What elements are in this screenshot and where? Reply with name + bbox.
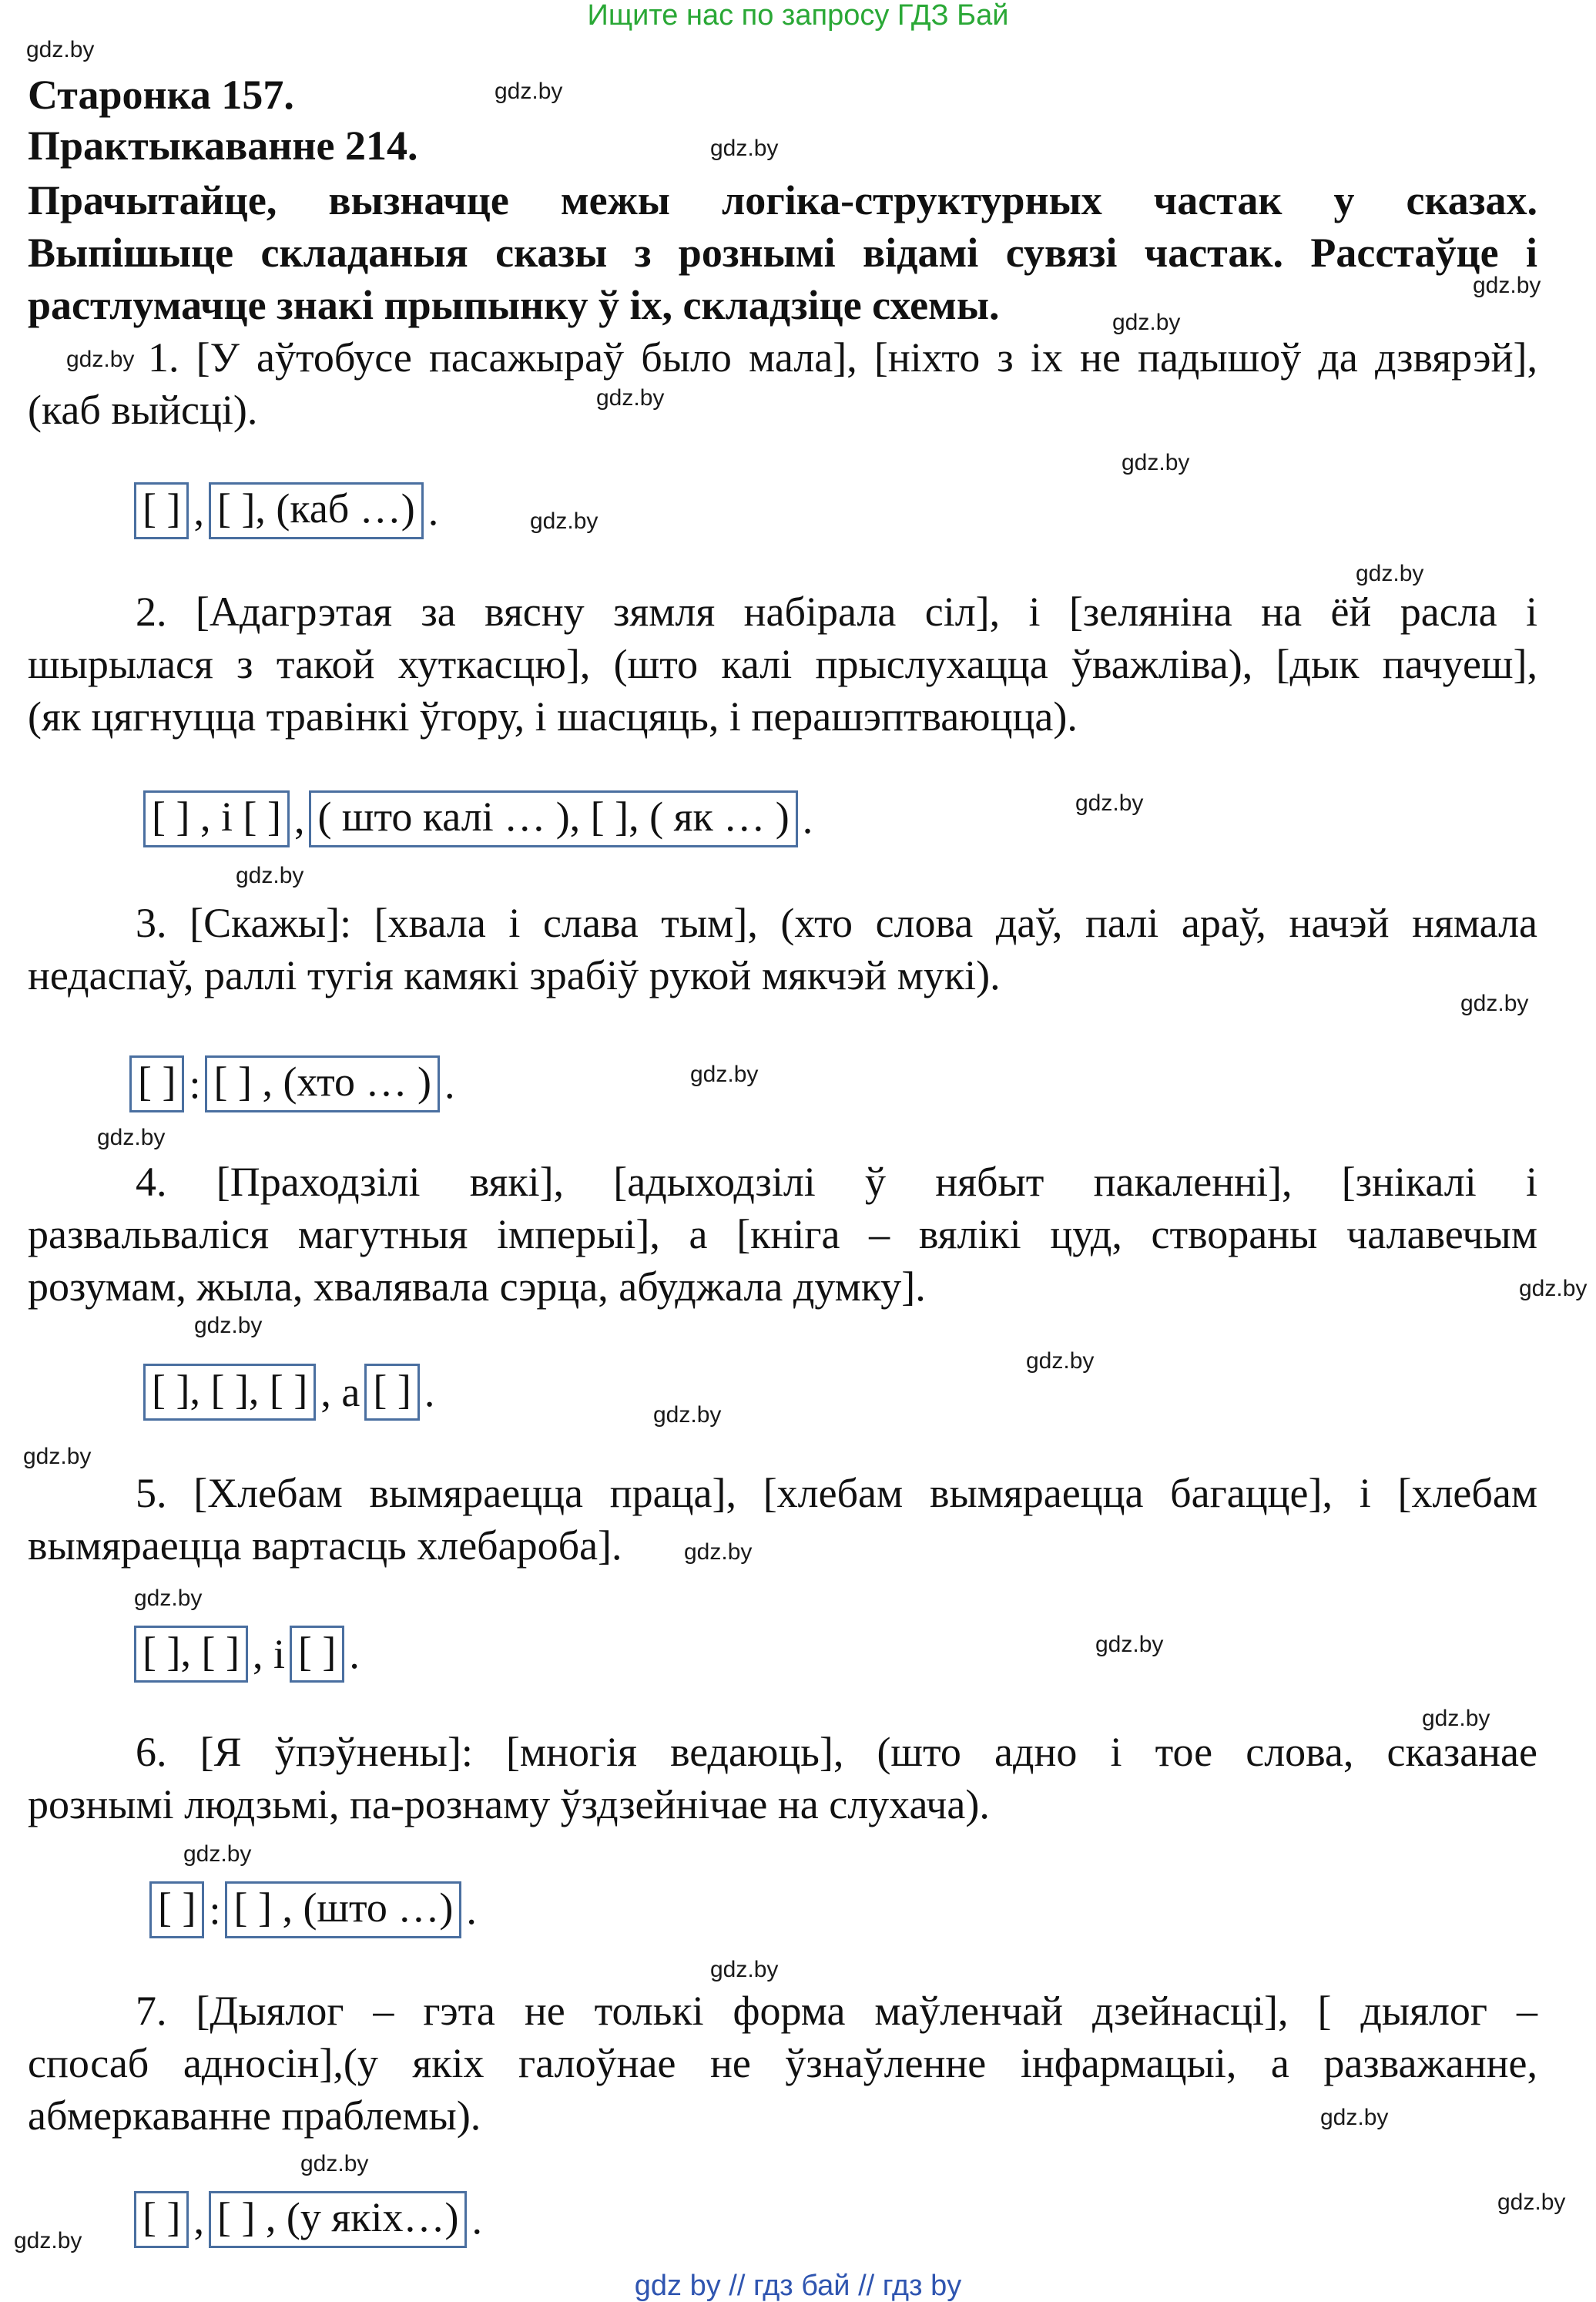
watermark: gdz.by [1473, 273, 1541, 298]
schema-box: [ ] [134, 482, 189, 539]
sentence-line: (як цягнуцца травінкі ўгору, і шасцяць, і перашэптваюцца). [28, 693, 1078, 740]
watermark: gdz.by [690, 1062, 759, 1087]
footer-links[interactable]: gdz by // гдз бай // гдз by [634, 2270, 962, 2302]
watermark: gdz.by [710, 136, 779, 161]
watermark: gdz.by [1026, 1348, 1095, 1374]
watermark: gdz.by [1095, 1632, 1164, 1657]
sentence-line: недаспаў, раллі тугія камякі зрабіў рукой мякчэй мукі). [28, 952, 1001, 998]
watermark: gdz.by [1122, 450, 1190, 475]
schema-box: [ ] [364, 1364, 419, 1421]
schema-5 [134, 1626, 364, 1681]
schema-box: [ ], [ ], [ ] [143, 1364, 316, 1421]
watermark: gdz.by [183, 1841, 252, 1867]
sentence-line: абмеркаванне праблемы). [28, 2092, 481, 2139]
schema-box: [ ] , і [ ] [143, 790, 290, 847]
watermark: gdz.by [1356, 561, 1424, 586]
watermark: gdz.by [134, 1586, 203, 1611]
watermark: gdz.by [26, 37, 95, 62]
schema-box: ( што калі … ), [ ], ( як … ) [309, 790, 797, 847]
sentence-line: 1. [У аўтобусе пасажыраў было мала], [ніхто з іх не падышоў да дзвярэй], [148, 334, 1537, 381]
sentence-line: рознымі людзьмі, па-рознаму ўздзейнічае на слухача). [28, 1781, 990, 1827]
schema-box: [ ] , (што …) [225, 1881, 461, 1938]
schema-end: . [466, 1887, 477, 1933]
task-line: Прачытайце, вызначце межы логіка-структурных частак у сказах. [28, 177, 1537, 223]
watermark: gdz.by [1422, 1706, 1490, 1731]
watermark: gdz.by [236, 863, 304, 888]
watermark: gdz.by [66, 347, 135, 372]
task-instruction [28, 174, 1537, 331]
schema-separator: , [193, 488, 204, 534]
schema-1 [134, 482, 443, 538]
schema-box: [ ] [149, 1881, 204, 1938]
schema-7 [134, 2191, 487, 2247]
sentence-line: 7. [Дыялог – гэта не толькі форма маўленчай дзейнасці], [ дыялог – [136, 1988, 1537, 2034]
schema-end: . [471, 2196, 482, 2243]
watermark: gdz.by [1112, 310, 1181, 335]
schema-box: [ ] [134, 2191, 189, 2248]
watermark: gdz.by [684, 1539, 753, 1565]
watermark: gdz.by [1075, 790, 1144, 816]
schema-end: . [428, 488, 439, 534]
sentence-line: 5. [Хлебам вымяраецца праца], [хлебам вымяраецца багацце], і [хлебам [136, 1470, 1537, 1516]
schema-box: [ ] , (хто … ) [205, 1055, 439, 1112]
schema-separator: , [293, 796, 305, 842]
watermark: gdz.by [1497, 2190, 1566, 2215]
sentence-line: развальваліся магутныя імперыі], а [кніга – вялікі цуд, створаны чалавечым [28, 1211, 1537, 1257]
top-banner-link[interactable]: Ищите нас по запросу ГДЗ Бай [587, 0, 1009, 32]
schema-3 [129, 1055, 459, 1111]
sentence-line: шырылася з такой хуткасцю], (што калі прыслухацца ўважліва), [дык пачуеш], [28, 641, 1537, 687]
schema-end: . [349, 1631, 360, 1677]
sentence-line: (каб выйсці). [28, 387, 258, 433]
schema-4 [143, 1364, 439, 1419]
task-line: растлумачце знакі прыпынку ў іх, складзіце схемы. [28, 282, 1000, 328]
sentence-5 [28, 1467, 1537, 1572]
sentence-line: 2. [Адагрэтая за вясну зямля набірала сіл], і [зеляніна на ёй расла і [136, 589, 1537, 635]
watermark: gdz.by [596, 385, 665, 411]
schema-2 [143, 790, 817, 846]
sentence-line: 4. [Праходзілі вякі], [адыходзілі ў нябыт пакаленні], [знікалі і [136, 1159, 1537, 1205]
watermark: gdz.by [194, 1313, 263, 1338]
watermark: gdz.by [23, 1444, 92, 1469]
watermark: gdz.by [710, 1957, 779, 1982]
schema-separator: , а [320, 1369, 360, 1415]
schema-separator: , [193, 2196, 204, 2243]
watermark: gdz.by [1519, 1276, 1588, 1301]
sentence-line: 3. [Скажы]: [хвала і слава тым], (хто слова даў, палі араў, начэй нямала [136, 900, 1537, 946]
sentence-line: спосаб адносін],(у якіх галоўнае не ўзнаўленне інфармацыі, а разважанне, [28, 2040, 1537, 2086]
watermark: gdz.by [300, 2151, 369, 2176]
watermark: gdz.by [530, 508, 598, 534]
sentence-line: вымяраецца вартасць хлебароба]. [28, 1522, 622, 1569]
schema-box: [ ], (каб …) [209, 482, 424, 539]
watermark: gdz.by [495, 79, 563, 104]
task-line: Выпішыце складаныя сказы з рознымі відамі сувязі частак. Расстаўце і [28, 230, 1537, 276]
watermark: gdz.by [14, 2228, 82, 2253]
schema-separator: : [189, 1061, 201, 1107]
sentence-line: 6. [Я ўпэўнены]: [многія ведаюць], (што адно і тое слова, сказанае [136, 1729, 1537, 1775]
page-title: Старонка 157. [28, 72, 294, 118]
schema-6 [149, 1881, 481, 1937]
sentence-line: розумам, жыла, хвалявала сэрца, абуджала думку]. [28, 1263, 926, 1310]
sentence-3 [28, 897, 1537, 1002]
sentence-6 [28, 1726, 1537, 1831]
schema-end: . [802, 796, 813, 842]
watermark: gdz.by [1460, 991, 1529, 1016]
schema-box: [ ] [290, 1626, 344, 1683]
sentence-2 [28, 586, 1537, 743]
schema-separator: , і [252, 1631, 285, 1677]
sentence-1 [28, 331, 1537, 436]
exercise-title: Практыкаванне 214. [28, 122, 418, 169]
schema-box: [ ] , (у якіх…) [209, 2191, 468, 2248]
schema-box: [ ], [ ] [134, 1626, 248, 1683]
sentence-7 [28, 1985, 1537, 2142]
schema-box: [ ] [129, 1055, 184, 1112]
schema-end: . [424, 1369, 435, 1415]
schema-separator: : [209, 1887, 221, 1933]
watermark: gdz.by [97, 1125, 166, 1150]
watermark: gdz.by [1320, 2105, 1389, 2130]
schema-end: . [444, 1061, 455, 1107]
watermark: gdz.by [653, 1402, 722, 1428]
sentence-4 [28, 1156, 1537, 1313]
